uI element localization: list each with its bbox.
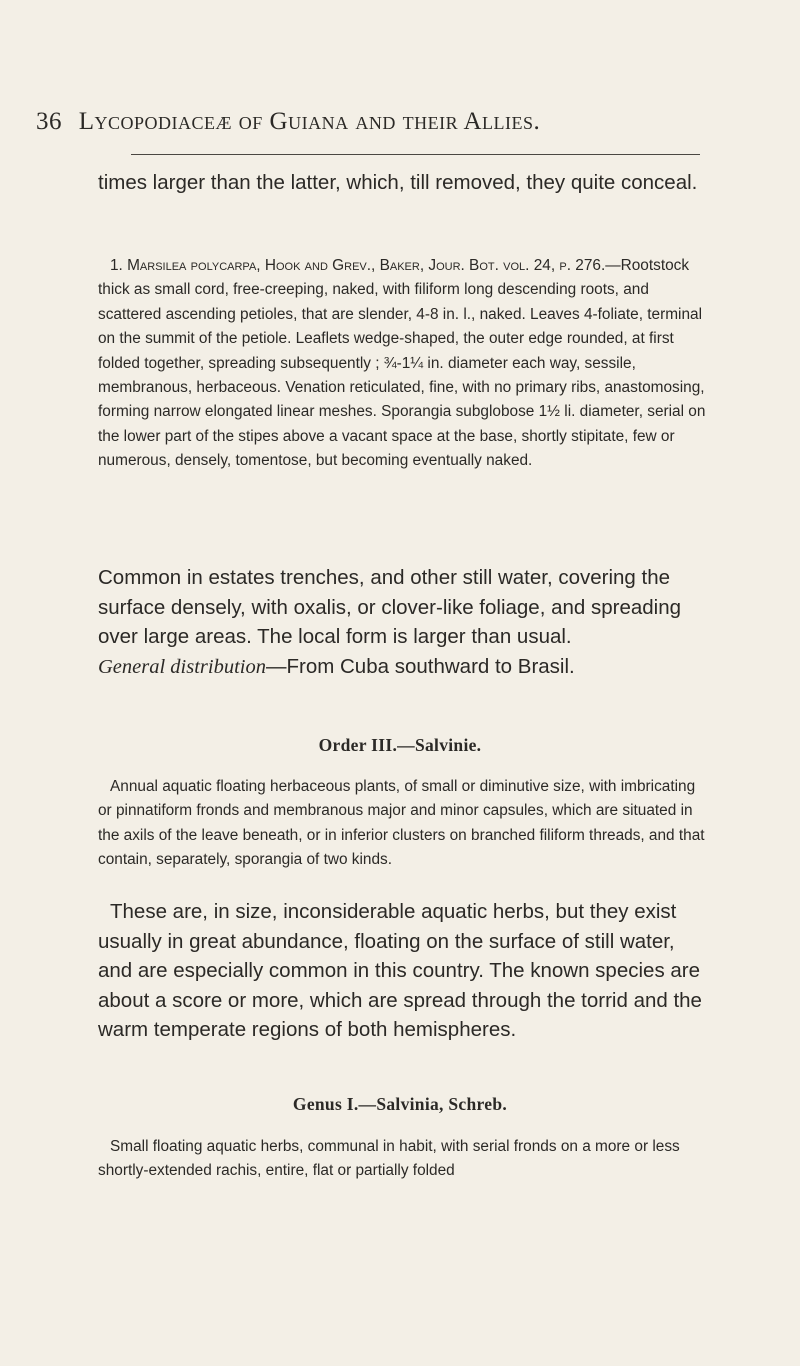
running-header [36, 108, 540, 136]
species-description: —Rootstock thick as small cord, free-creeping, naked, with filiform long descending roots, and scattered ascending petioles, that are slender, 4-8 in. l., naked. Leaves 4-foliate, terminal on the summit of the petiole. Leaflets wedge-shaped, the outer edge rounded, at first folded together, spreading subsequently ; ¾-1¼ in. diameter each way, sessile, membranous, herbaceous. Venation reticulated, fine, with no primary ribs, anastomosing, forming narrow elongated linear meshes. Sporangia subglobose 1½ li. diameter, serial on the lower part of the stipes above a vacant space at the base, shortly stipitate, few or numerous, densely, tomentose, but becoming eventually naked. [98, 257, 706, 470]
genus-description: Small floating aquatic herbs, communal in habit, with serial fronds on a more or less shortly-extended rachis, entire, flat or partially folded [98, 1138, 680, 1180]
genus-heading: Genus I.—Salvinia, Schreb. [292, 1094, 508, 1114]
order-remarks-paragraph [98, 897, 710, 1045]
distribution-label: General distribution [98, 655, 266, 678]
distribution-text: —From Cuba southward to Brasil. [265, 654, 575, 678]
habitat-text: Common in estates trenches, and other still water, covering the surface densely, with oxalis, or clover-like foliage, and spreading over large areas. The local form is larger than usual. [98, 566, 682, 648]
intro-paragraph [98, 168, 710, 198]
intro-text: times larger than the latter, which, till removed, they quite conceal. [98, 171, 698, 194]
order-remarks: These are, in size, inconsiderable aquatic herbs, but they exist usually in great abundance, floating on the surface of still water, and are especially common in this country. The known species are about a score or more, which are spread through the torrid and the warm temperate regions of both hemispheres. [98, 900, 702, 1041]
page-number: 36 [36, 108, 62, 135]
genus-description-paragraph [98, 1135, 710, 1184]
species-name: 1. Marsilea polycarpa, Hook and Grev., Baker, Jour. Bot. vol. 24, p. 276. [110, 257, 606, 274]
distribution-line [98, 652, 710, 683]
header-title-family: Lycopodiaceæ [78, 108, 233, 135]
habitat-paragraph [98, 563, 710, 682]
header-title-rest: of Guiana and their Allies. [238, 108, 541, 135]
order-description-paragraph [98, 775, 710, 873]
order-heading: Order III.—Salvinie. [318, 735, 482, 755]
order-description: Annual aquatic floating herbaceous plants, of small or diminutive size, with imbricating or pinnatiform fronds and membranous major and minor capsules, which are situated in the axils of the leave beneath, or in inferior clusters on branched filiform threads, and that contain, separately, sporangia of two kinds. [98, 778, 705, 869]
header-rule [131, 154, 700, 155]
species-entry [98, 254, 710, 474]
